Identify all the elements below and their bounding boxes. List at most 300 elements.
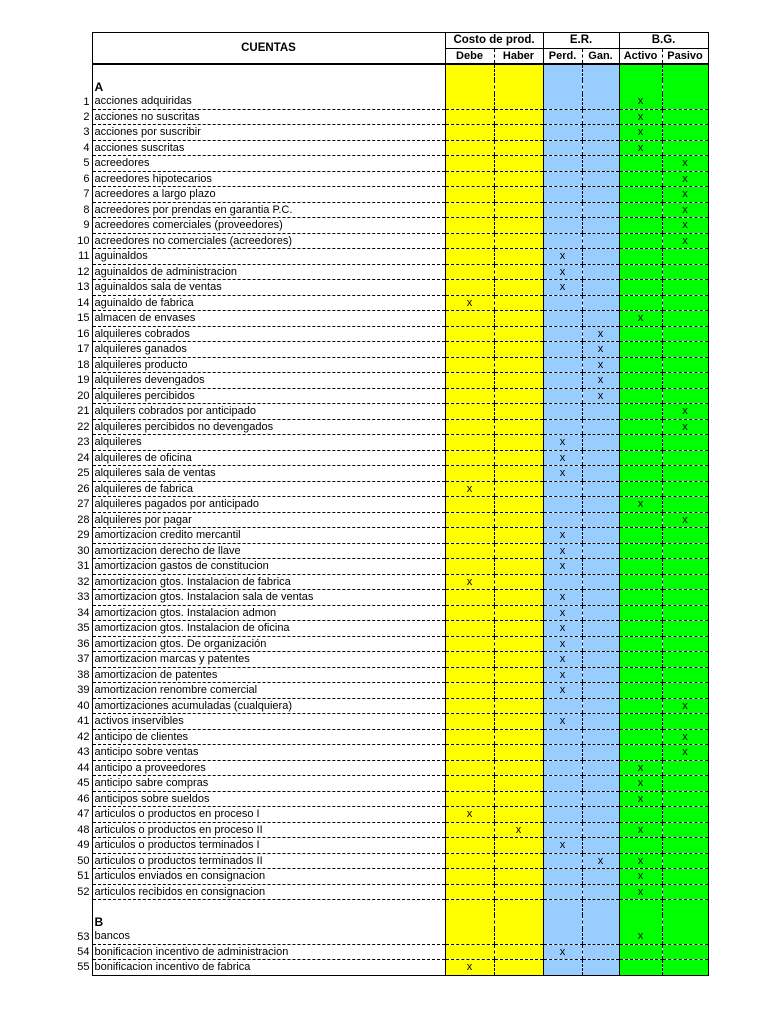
cell-haber <box>494 264 543 280</box>
account-name: alquileres de oficina <box>92 450 445 466</box>
cell-haber <box>494 944 543 960</box>
cell-gan <box>582 233 619 249</box>
mark-activo: x <box>619 822 662 838</box>
cell-pasivo <box>662 497 708 513</box>
cell-perd <box>543 187 582 203</box>
cell-pasivo <box>662 714 708 730</box>
table-row <box>72 109 708 125</box>
cell-pasivo <box>662 295 708 311</box>
cell-pasivo <box>662 621 708 637</box>
row-number: 38 <box>77 668 90 681</box>
cell-activo <box>619 714 662 730</box>
table-row <box>72 156 708 172</box>
account-name: aguinaldos sala de ventas <box>92 280 445 296</box>
cell-haber <box>494 140 543 156</box>
cell-pasivo <box>662 590 708 606</box>
cell-perd <box>543 202 582 218</box>
row-number <box>72 915 92 930</box>
table-row <box>72 636 708 652</box>
row-number: 36 <box>77 637 90 650</box>
cell-activo <box>619 264 662 280</box>
header-corner-2 <box>72 48 92 64</box>
table-row <box>72 944 708 960</box>
cell-debe <box>445 543 494 559</box>
mark-perd: x <box>543 528 582 544</box>
cell-activo <box>619 218 662 234</box>
row-number: 45 <box>77 777 90 790</box>
mark-perd: x <box>543 667 582 683</box>
cell-gan <box>582 714 619 730</box>
header-estado-de-resultados: E.R. <box>543 33 619 49</box>
mark-perd: x <box>543 683 582 699</box>
table-row <box>72 869 708 885</box>
mark-pasivo: x <box>662 698 708 714</box>
row-number: 51 <box>77 870 90 883</box>
table-row <box>72 264 708 280</box>
account-name: alquileres pagados por anticipado <box>92 497 445 513</box>
account-name: almacen de envases <box>92 311 445 327</box>
mark-pasivo: x <box>662 404 708 420</box>
cell-haber <box>494 109 543 125</box>
table-row <box>72 171 708 187</box>
cell-activo <box>619 528 662 544</box>
row-number: 9 <box>83 219 90 232</box>
cell-activo <box>619 388 662 404</box>
cell-pasivo <box>662 807 708 823</box>
account-name: amortizacion gtos. Instalacion de oficina <box>92 621 445 637</box>
mark-pasivo: x <box>662 512 708 528</box>
row-number: 35 <box>77 622 90 635</box>
cell-gan <box>582 187 619 203</box>
cell-activo <box>619 698 662 714</box>
cell-pasivo <box>662 838 708 854</box>
table-row <box>72 388 708 404</box>
mark-pasivo: x <box>662 202 708 218</box>
table-row <box>72 884 708 900</box>
table-row <box>72 233 708 249</box>
cell-perd <box>543 884 582 900</box>
cell-gan <box>582 202 619 218</box>
cell-debe <box>445 822 494 838</box>
account-name: aguinaldos <box>92 249 445 265</box>
cell-debe <box>445 435 494 451</box>
row-number: 16 <box>77 327 90 340</box>
mark-activo: x <box>619 311 662 327</box>
cell-activo <box>619 900 662 915</box>
cell-gan <box>582 698 619 714</box>
account-name: amortizacion gtos. De organización <box>92 636 445 652</box>
cell-haber <box>494 791 543 807</box>
cell-perd <box>543 218 582 234</box>
cell-activo <box>619 481 662 497</box>
mark-perd: x <box>543 621 582 637</box>
cell-gan <box>582 760 619 776</box>
row-number: 10 <box>77 234 90 247</box>
cell-activo <box>619 683 662 699</box>
mark-pasivo: x <box>662 419 708 435</box>
row-number: 42 <box>77 730 90 743</box>
cell-debe <box>445 698 494 714</box>
account-name: acreedores comerciales (proveedores) <box>92 218 445 234</box>
cell-debe <box>445 125 494 141</box>
cell-haber <box>494 559 543 575</box>
cell-activo <box>619 280 662 296</box>
table-row <box>72 512 708 528</box>
cell-pasivo <box>662 652 708 668</box>
row-number: 50 <box>77 854 90 867</box>
cell-debe <box>445 388 494 404</box>
account-name: anticipo sobre ventas <box>92 745 445 761</box>
cell-haber <box>494 776 543 792</box>
cell-gan <box>582 64 619 80</box>
cell-haber <box>494 838 543 854</box>
header-gan: Gan. <box>582 48 619 64</box>
cell-activo <box>619 171 662 187</box>
cell-perd <box>543 94 582 109</box>
spacer-cell <box>92 64 445 80</box>
account-name: anticipos sobre sueldos <box>92 791 445 807</box>
cell-perd <box>543 80 582 95</box>
cell-debe <box>445 202 494 218</box>
mark-perd: x <box>543 466 582 482</box>
account-name: articulos recibidos en consignacion <box>92 884 445 900</box>
cell-pasivo <box>662 776 708 792</box>
cell-activo <box>619 667 662 683</box>
table-row <box>72 698 708 714</box>
cell-haber <box>494 388 543 404</box>
row-number: 37 <box>77 653 90 666</box>
cell-haber <box>494 605 543 621</box>
account-name: acciones no suscritas <box>92 109 445 125</box>
cell-haber <box>494 900 543 915</box>
cell-pasivo <box>662 543 708 559</box>
account-name: anticipo sabre compras <box>92 776 445 792</box>
table-row <box>72 435 708 451</box>
mark-gan: x <box>582 357 619 373</box>
mark-debe: x <box>445 295 494 311</box>
cell-activo <box>619 404 662 420</box>
row-number: 29 <box>77 529 90 542</box>
cell-pasivo <box>662 944 708 960</box>
account-name: bonificacion incentivo de fabrica <box>92 960 445 976</box>
cell-gan <box>582 512 619 528</box>
cell-pasivo <box>662 960 708 976</box>
table-row <box>72 125 708 141</box>
cell-debe <box>445 512 494 528</box>
table-row <box>72 404 708 420</box>
mark-activo: x <box>619 853 662 869</box>
cell-haber <box>494 404 543 420</box>
cell-gan <box>582 435 619 451</box>
cell-pasivo <box>662 94 708 109</box>
mark-activo: x <box>619 884 662 900</box>
row-number: 8 <box>83 203 90 216</box>
cell-gan <box>582 450 619 466</box>
cell-debe <box>445 280 494 296</box>
cell-debe <box>445 357 494 373</box>
mark-gan: x <box>582 388 619 404</box>
mark-perd: x <box>543 264 582 280</box>
cell-haber <box>494 295 543 311</box>
account-name: acreedores <box>92 156 445 172</box>
row-number: 53 <box>77 930 90 943</box>
account-name: alquileres cobrados <box>92 326 445 342</box>
cell-pasivo <box>662 822 708 838</box>
row-number: 30 <box>77 544 90 557</box>
table-row <box>72 528 708 544</box>
row-number: 41 <box>77 715 90 728</box>
cell-pasivo <box>662 683 708 699</box>
cell-gan <box>582 807 619 823</box>
cell-haber <box>494 373 543 389</box>
cell-activo <box>619 342 662 358</box>
cell-activo <box>619 621 662 637</box>
cell-activo <box>619 233 662 249</box>
mark-perd: x <box>543 435 582 451</box>
cell-perd <box>543 776 582 792</box>
cell-gan <box>582 667 619 683</box>
account-name: amortizacion renombre comercial <box>92 683 445 699</box>
account-name: acreedores hipotecarios <box>92 171 445 187</box>
cell-activo <box>619 249 662 265</box>
cell-gan <box>582 94 619 109</box>
cell-perd <box>543 512 582 528</box>
cell-pasivo <box>662 450 708 466</box>
table-row <box>72 326 708 342</box>
cell-activo <box>619 590 662 606</box>
row-number: 6 <box>83 172 90 185</box>
account-name: articulos o productos en proceso I <box>92 807 445 823</box>
cell-pasivo <box>662 388 708 404</box>
cell-haber <box>494 729 543 745</box>
row-number: 4 <box>83 141 90 154</box>
cell-pasivo <box>662 636 708 652</box>
account-name: alquileres sala de ventas <box>92 466 445 482</box>
row-number: 55 <box>77 961 90 974</box>
cell-activo <box>619 559 662 575</box>
mark-pasivo: x <box>662 218 708 234</box>
mark-activo: x <box>619 140 662 156</box>
cell-activo <box>619 357 662 373</box>
row-number: 44 <box>77 761 90 774</box>
cell-debe <box>445 652 494 668</box>
row-number: 33 <box>77 591 90 604</box>
cell-activo <box>619 326 662 342</box>
cell-pasivo <box>662 326 708 342</box>
cell-gan <box>582 900 619 915</box>
cell-pasivo <box>662 64 708 80</box>
table-row <box>72 929 708 944</box>
cell-pasivo <box>662 435 708 451</box>
cell-gan <box>582 776 619 792</box>
row-number: 11 <box>78 250 90 263</box>
account-name: amortizaciones acumuladas (cualquiera) <box>92 698 445 714</box>
table-row <box>72 342 708 358</box>
cell-pasivo <box>662 791 708 807</box>
cell-perd <box>543 171 582 187</box>
cell-debe <box>445 187 494 203</box>
cell-debe <box>445 605 494 621</box>
mark-perd: x <box>543 714 582 730</box>
cell-gan <box>582 944 619 960</box>
row-number: 28 <box>77 513 90 526</box>
cell-perd <box>543 729 582 745</box>
cell-gan <box>582 249 619 265</box>
cell-gan <box>582 915 619 930</box>
row-number: 43 <box>77 746 90 759</box>
cell-pasivo <box>662 667 708 683</box>
cell-haber <box>494 481 543 497</box>
cell-pasivo <box>662 915 708 930</box>
row-number: 24 <box>77 451 90 464</box>
cell-pasivo <box>662 109 708 125</box>
cell-activo <box>619 450 662 466</box>
cell-debe <box>445 853 494 869</box>
cell-debe <box>445 621 494 637</box>
row-number: 40 <box>77 699 90 712</box>
mark-debe: x <box>445 807 494 823</box>
cell-haber <box>494 683 543 699</box>
cell-perd <box>543 791 582 807</box>
cell-haber <box>494 357 543 373</box>
cell-pasivo <box>662 605 708 621</box>
cell-perd <box>543 140 582 156</box>
cell-pasivo <box>662 466 708 482</box>
cell-activo <box>619 729 662 745</box>
cell-gan <box>582 80 619 95</box>
cell-haber <box>494 80 543 95</box>
row-number: 3 <box>83 126 90 139</box>
mark-activo: x <box>619 125 662 141</box>
cell-debe <box>445 884 494 900</box>
cell-debe <box>445 729 494 745</box>
row-number: 23 <box>77 436 90 449</box>
mark-perd: x <box>543 450 582 466</box>
header-haber: Haber <box>494 48 543 64</box>
cell-debe <box>445 156 494 172</box>
cell-pasivo <box>662 342 708 358</box>
table-row <box>72 218 708 234</box>
cell-pasivo <box>662 249 708 265</box>
row-number: 12 <box>77 265 90 278</box>
account-name: alquileres percibidos <box>92 388 445 404</box>
cell-gan <box>582 404 619 420</box>
cell-gan <box>582 590 619 606</box>
cell-debe <box>445 929 494 944</box>
cell-gan <box>582 218 619 234</box>
table-row <box>72 280 708 296</box>
mark-perd: x <box>543 838 582 854</box>
table-row <box>72 574 708 590</box>
mark-perd: x <box>543 543 582 559</box>
cell-haber <box>494 125 543 141</box>
cell-activo <box>619 807 662 823</box>
cell-debe <box>445 745 494 761</box>
cell-gan <box>582 140 619 156</box>
cell-haber <box>494 202 543 218</box>
cell-perd <box>543 900 582 915</box>
table-row <box>72 373 708 389</box>
cell-gan <box>582 497 619 513</box>
cell-activo <box>619 64 662 80</box>
cell-debe <box>445 80 494 95</box>
table-row <box>72 776 708 792</box>
cell-debe <box>445 636 494 652</box>
mark-pasivo: x <box>662 187 708 203</box>
cell-debe <box>445 838 494 854</box>
cell-perd <box>543 373 582 389</box>
table-row <box>72 621 708 637</box>
cell-perd <box>543 64 582 80</box>
header-pasivo: Pasivo <box>662 48 708 64</box>
cell-pasivo <box>662 853 708 869</box>
cell-pasivo <box>662 900 708 915</box>
mark-perd: x <box>543 559 582 575</box>
cell-debe <box>445 497 494 513</box>
cell-perd <box>543 929 582 944</box>
cell-gan <box>582 295 619 311</box>
cell-haber <box>494 590 543 606</box>
cell-perd <box>543 960 582 976</box>
mark-perd: x <box>543 590 582 606</box>
header-perd: Perd. <box>543 48 582 64</box>
cell-haber <box>494 745 543 761</box>
mark-perd: x <box>543 944 582 960</box>
cell-haber <box>494 466 543 482</box>
cell-perd <box>543 853 582 869</box>
cell-gan <box>582 311 619 327</box>
cell-debe <box>445 900 494 915</box>
cell-gan <box>582 636 619 652</box>
cell-debe <box>445 64 494 80</box>
row-number: 14 <box>77 296 90 309</box>
cell-haber <box>494 326 543 342</box>
table-row <box>72 822 708 838</box>
cell-pasivo <box>662 929 708 944</box>
row-number: 20 <box>77 389 90 402</box>
cell-pasivo <box>662 311 708 327</box>
cell-gan <box>582 929 619 944</box>
row-number: 27 <box>77 498 90 511</box>
cell-haber <box>494 311 543 327</box>
account-name: alquileres por pagar <box>92 512 445 528</box>
cell-haber <box>494 853 543 869</box>
cell-pasivo <box>662 357 708 373</box>
cell-debe <box>445 233 494 249</box>
cell-gan <box>582 528 619 544</box>
mark-activo: x <box>619 776 662 792</box>
table-row <box>72 667 708 683</box>
account-name: aguinaldo de fabrica <box>92 295 445 311</box>
cell-debe <box>445 249 494 265</box>
cell-pasivo <box>662 373 708 389</box>
mark-pasivo: x <box>662 233 708 249</box>
table-row <box>72 590 708 606</box>
cell-pasivo <box>662 869 708 885</box>
account-name: bonificacion incentivo de administracion <box>92 944 445 960</box>
mark-activo: x <box>619 869 662 885</box>
cell-perd <box>543 807 582 823</box>
cell-pasivo <box>662 528 708 544</box>
cell-haber <box>494 218 543 234</box>
cell-haber <box>494 419 543 435</box>
account-name: acciones suscritas <box>92 140 445 156</box>
mark-debe: x <box>445 481 494 497</box>
cell-haber <box>494 94 543 109</box>
cell-gan <box>582 683 619 699</box>
cell-debe <box>445 342 494 358</box>
cell-pasivo <box>662 481 708 497</box>
